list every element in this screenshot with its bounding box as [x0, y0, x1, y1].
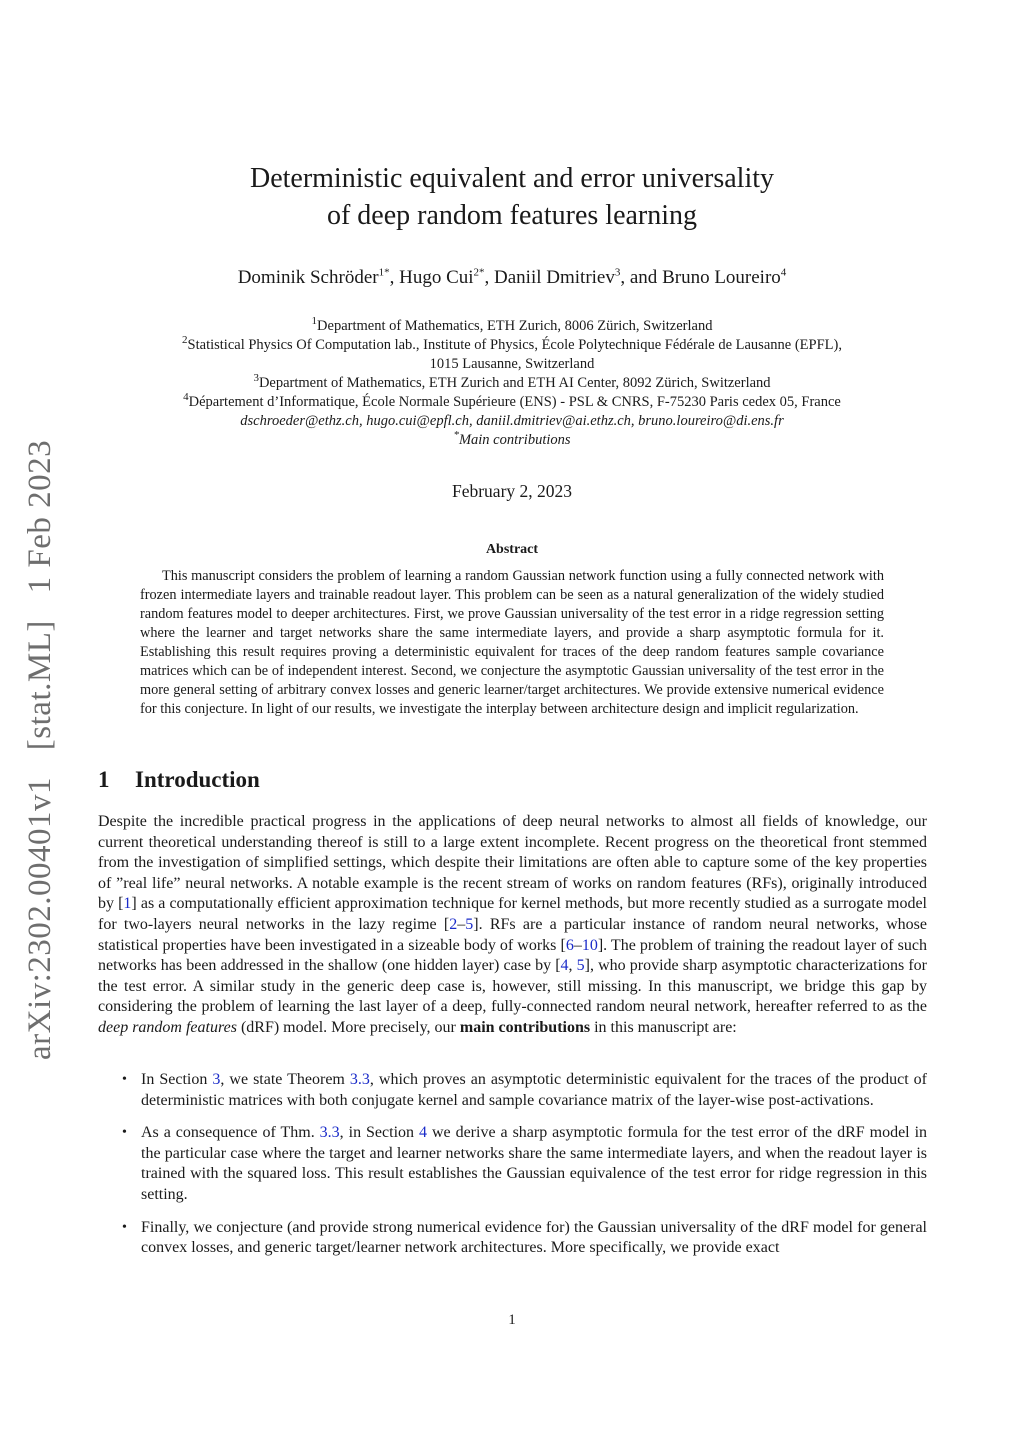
author-name: Daniil Dmitriev: [494, 267, 615, 288]
paper-date: February 2, 2023: [451, 481, 573, 501]
item-text: , we state Theorem: [220, 1071, 350, 1088]
section-title: Introduction: [135, 767, 260, 792]
section-link[interactable]: 3: [212, 1071, 221, 1088]
item-text: In Section: [141, 1071, 213, 1088]
note-mark: *: [453, 429, 459, 442]
intro-paragraph: [98, 812, 927, 1039]
author-list: [150, 265, 874, 291]
theorem-link[interactable]: 3.3: [319, 1124, 340, 1142]
author-separator: ,: [389, 267, 400, 288]
abstract-heading: Abstract: [485, 542, 539, 557]
arxiv-id[interactable]: arXiv:2302.00401v1: [22, 776, 58, 1060]
bullet-icon: •: [122, 1125, 127, 1141]
contribution-note: [100, 431, 924, 450]
note-text: Main contributions: [458, 432, 571, 448]
item-text: Finally, we conjecture (and provide strong numerical evidence for) the Gaussian universality of the dRF model for general convex losses, and generic target/learner network architectures. More specifically, we provide exact: [141, 1218, 927, 1257]
author-mark: 3: [614, 266, 621, 279]
intro-text: ]. RFs are a particular instance of random neural networks, whose statistical properties have been investigated in a sizeable body of works [: [98, 915, 927, 954]
intro-text: in this manuscript are:: [590, 1018, 737, 1036]
author-separator: ,: [484, 267, 495, 288]
affiliation-2: [100, 336, 924, 355]
list-item: [98, 1123, 927, 1205]
citation-link[interactable]: 5: [465, 915, 474, 933]
affiliation-mark: 2: [182, 334, 188, 347]
affiliation-mark: 3: [253, 372, 259, 385]
range-dash: –: [457, 915, 466, 933]
bold-term: main contributions: [459, 1018, 591, 1036]
range-dash: –: [573, 936, 582, 954]
bullet-icon: •: [122, 1219, 127, 1235]
author-mark: 2*: [473, 266, 485, 279]
author-name: Bruno Loureiro: [662, 267, 781, 288]
emphasis-term: deep random features: [98, 1018, 237, 1036]
affiliation-2-continued: 1015 Lausanne, Switzerland: [429, 356, 595, 372]
section-number: 1: [98, 767, 110, 792]
citation-link[interactable]: 2: [449, 915, 458, 933]
affiliation-1: [100, 317, 924, 336]
citation-link[interactable]: 6: [565, 936, 574, 954]
item-text: , in Section: [339, 1124, 419, 1142]
intro-text: ]. The problem of training the readout layer of such networks has been addressed in the shallow (one hidden layer) case by [: [98, 936, 927, 975]
list-item: [98, 1070, 927, 1111]
author-emails[interactable]: dschroeder@ethz.ch, hugo.cui@epfl.ch, daniil.dmitriev@ai.ethz.ch, bruno.loureiro@di.ens.fr: [240, 413, 784, 429]
affiliation-text: Statistical Physics Of Computation lab., Institute of Physics, École Polytechnique Fédérale de Lausanne (EPFL),: [187, 337, 842, 353]
contributions-list: [98, 1070, 927, 1271]
author-mark: 4: [780, 266, 787, 279]
intro-text: ] as a computationally efficient approximation technique for kernel methods, but more recently studied as a surrogate model for two-layers neural networks in the lazy regime [: [98, 895, 927, 933]
arxiv-date: 1 Feb 2023: [22, 439, 58, 594]
citation-link[interactable]: 5: [576, 957, 585, 975]
affiliation-mark: 1: [311, 315, 318, 328]
affiliation-text: Département d’Informatique, École Normale Supérieure (ENS) - PSL & CNRS, F-75230 Paris cedex 05, France: [188, 394, 841, 410]
citation-separator: ,: [568, 957, 577, 975]
affiliation-3: [100, 374, 924, 393]
section-link[interactable]: 4: [419, 1124, 427, 1142]
intro-text: Despite the incredible practical progress in the applications of deep neural networks to almost all fields of knowledge, our current theoretical understanding thereof is still to a large extent incomplete. Recent progress on the theoretical front stemmed from the investigation of simplified settings, which despite their limitations are often able to capture some of the key properties of ”real life” neural networks. A notable example is the recent stream of works on random features (RFs), originally introduced by [: [98, 813, 927, 913]
item-text: , which proves an asymptotic deterministic equivalent for the traces of the product of deterministic matrices with both conjugate kernel and sample covariance matrix of the layer-wise post-activations.: [141, 1071, 928, 1109]
theorem-link[interactable]: 3.3: [349, 1071, 370, 1088]
page-number: 1: [508, 1312, 516, 1328]
affiliation-mark: 4: [183, 391, 189, 404]
affiliation-text: Department of Mathematics, ETH Zurich and ETH AI Center, 8092 Zürich, Switzerland: [258, 375, 771, 391]
paper-title: [150, 160, 874, 234]
item-text: we derive a sharp asymptotic formula for the test error of the dRF model in the particular case where the target and learner networks share the same intermediate layers, and when the readout layer is trained with the squared loss. This result establishes the Gaussian equivalence of the test error for ridge regression in this setting.: [141, 1124, 928, 1203]
arxiv-stamp: [20, 422, 60, 1060]
intro-text: ], who provide sharp asymptotic characterizations for the test error. A similar study in the generic deep case is, however, still missing. In this manuscript, we bridge this gap by considering the problem of learning the last layer of a deep, fully-connected random neural network, hereafter referred to as the: [98, 957, 928, 1016]
affiliation-text: Department of Mathematics, ETH Zurich, 8006 Zürich, Switzerland: [317, 318, 713, 334]
affiliation-4: [100, 393, 924, 412]
title-line-1: Deterministic equivalent and error universality: [249, 163, 775, 194]
author-separator: , and: [620, 267, 663, 288]
citation-link[interactable]: 10: [581, 936, 598, 954]
section-heading: [98, 767, 260, 793]
affiliations: [100, 317, 924, 450]
arxiv-category: [stat.ML]: [22, 620, 58, 751]
abstract-text: This manuscript considers the problem of learning a random Gaussian network function using a fully connected network with frozen intermediate layers and trainable readout layer. This problem can be seen as a natural generalization of the widely studied random features model to deeper architectures. First, we prove Gaussian universality of the test error in a ridge regression setting where the learner and target networks share the same intermediate layers, and provide a sharp asymptotic formula for it. Establishing this result requires proving a deterministic equivalent for traces of the deep random features sample covariance matrices which can be of independent interest. Second, we conjecture the asymptotic Gaussian universality of the test error in the more general setting of arbitrary convex losses and generic learner/target architectures. We provide extensive numerical evidence for this conjecture. In light of our results, we investigate the interplay between architecture design and implicit regularization.: [140, 568, 884, 717]
item-text: As a consequence of Thm.: [141, 1124, 320, 1142]
intro-text: (dRF) model. More precisely, our: [236, 1018, 460, 1036]
citation-link[interactable]: 1: [123, 895, 132, 913]
citation-link[interactable]: 4: [560, 957, 569, 975]
author-mark: 1*: [378, 266, 390, 279]
bullet-icon: •: [122, 1072, 127, 1087]
author-name: Dominik Schröder: [237, 267, 379, 288]
author-name: Hugo Cui: [399, 267, 474, 288]
title-line-2: of deep random features learning: [326, 200, 698, 231]
list-item: [98, 1218, 927, 1259]
